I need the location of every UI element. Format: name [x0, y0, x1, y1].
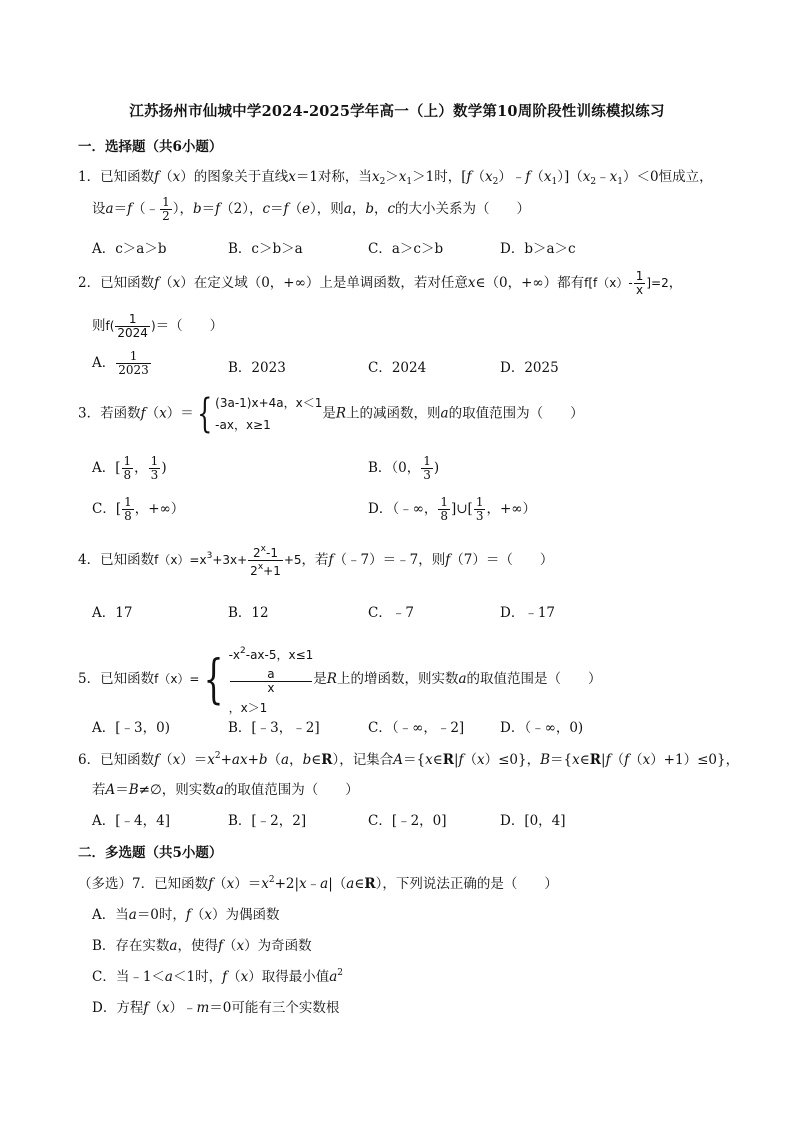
q7-option-b: B．存在实数a，使得f（x）为奇函数	[92, 938, 312, 954]
q2-option-a: A． $\frac{1}{2023}$	[92, 349, 149, 377]
q5-option-c: C．（﹣∞，﹣2]	[368, 720, 465, 736]
q2-option-b: B．2023	[228, 360, 286, 376]
q5-line1: 5．已知函数f（x）={ $-x^2-ax-5$，x≤1 a x ，x＞1 是R上的增函数，则实数a的取值范围是（ ）	[78, 646, 602, 715]
q2-option-d: D．2025	[500, 360, 559, 376]
q4-line1: 4．已知函数$f(x)=x^3+3x+$ $\frac{2^x-1}{2^x+1}$ +5，若f（﹣7）＝﹣7，则f（7）＝（ ）	[78, 544, 554, 578]
q2-option-c: C．2024	[368, 360, 427, 376]
q1-option-d: D．b＞a＞c	[500, 241, 576, 257]
q6-option-d: D．[0，4]	[500, 813, 566, 829]
q1-option-c: C．a＞c＞b	[368, 241, 444, 257]
q3-option-b: B．（0， $\frac{1}{3}$ )	[368, 454, 440, 482]
q1-option-a: A．c＞a＞b	[92, 241, 167, 257]
document-title: 江苏扬州市仙城中学2024-2025学年高一（上）数学第10周阶段性训练模拟练习	[129, 103, 665, 120]
q7-line1: （多选）7．已知函数$f(x)=x^2+2|x﹣a|(a\in R)$，下列说法正确的是（ ）	[78, 875, 558, 892]
section-single-choice: 一．选择题（共6小题）	[78, 139, 223, 155]
q3-line1: 3．若函数f（x）＝{ (3a-1)x+4a，x＜1 -ax，x≥1 是R上的减函数，则a的取值范围为（ ）	[78, 391, 584, 437]
q5-option-a: A．[﹣3，0)	[92, 720, 170, 736]
q3-option-d: D．（﹣∞， $\frac{1}{8}$ ]∪[ $\frac{1}{3}$ ，+∞）	[368, 495, 537, 523]
q6-option-c: C．[﹣2，0]	[368, 813, 447, 829]
q6-option-b: B．[﹣2，2]	[228, 813, 307, 829]
q6-line1: 6．已知函数$f(x)=x^2+ax+b(a$，b∈R），记集合A＝{x∈R|f（x）≤0}，B＝{x∈R|f（f（x）+1）≤0}，	[78, 751, 740, 768]
q7-option-c: C．当﹣1＜a＜1时，f（x）取得最小值$a^2$	[92, 968, 343, 985]
q1-option-b: B．c＞b＞a	[228, 241, 303, 257]
q4-option-a: A．17	[92, 605, 133, 621]
q5-option-d: D．（﹣∞，0)	[500, 720, 584, 736]
q2-line1: 2．已知函数f（x）在定义域（0，+∞）上是单调函数，若对任意x∈（0，+∞）都有f[f（x）- $\frac{1}{x}$ ]=2，	[78, 269, 683, 297]
q4-option-b: B．12	[228, 605, 269, 621]
section-multi-choice: 二．多选题（共5小题）	[78, 845, 223, 861]
q5-option-b: B．[﹣3，﹣2]	[228, 720, 320, 736]
q6-line2: 若A＝B≠∅，则实数a的取值范围为（ ）	[92, 782, 359, 798]
q7-option-d: D．方程f（x）﹣m＝0可能有三个实数根	[92, 1000, 340, 1016]
q1-line2: 设a＝f（﹣ $\frac{1}{2}$ ），b＝f（2），c＝f（e），则a，b，c的大小关系为（ ）	[92, 195, 531, 223]
q2-line2: 则f( $\frac{1}{2024}$ )＝（ ）	[92, 312, 224, 340]
q3-option-a: A．[ $\frac{1}{8}$ ， $\frac{1}{3}$ )	[92, 454, 167, 482]
q1-line1: 1．已知函数f（x）的图象关于直线x＝1对称，当$x_2>x_1>1$时，$[f(x_2)﹣f(x_1)](x_2﹣x_1)<0$恒成立，	[78, 169, 713, 187]
q6-option-a: A．[﹣4，4]	[92, 813, 170, 829]
q7-option-a: A．当a＝0时，f（x）为偶函数	[92, 907, 280, 923]
q3-option-c: C．[ $\frac{1}{8}$ ，+∞）	[92, 495, 185, 523]
q4-option-d: D．﹣17	[500, 605, 556, 621]
q4-option-c: C．﹣7	[368, 605, 414, 621]
